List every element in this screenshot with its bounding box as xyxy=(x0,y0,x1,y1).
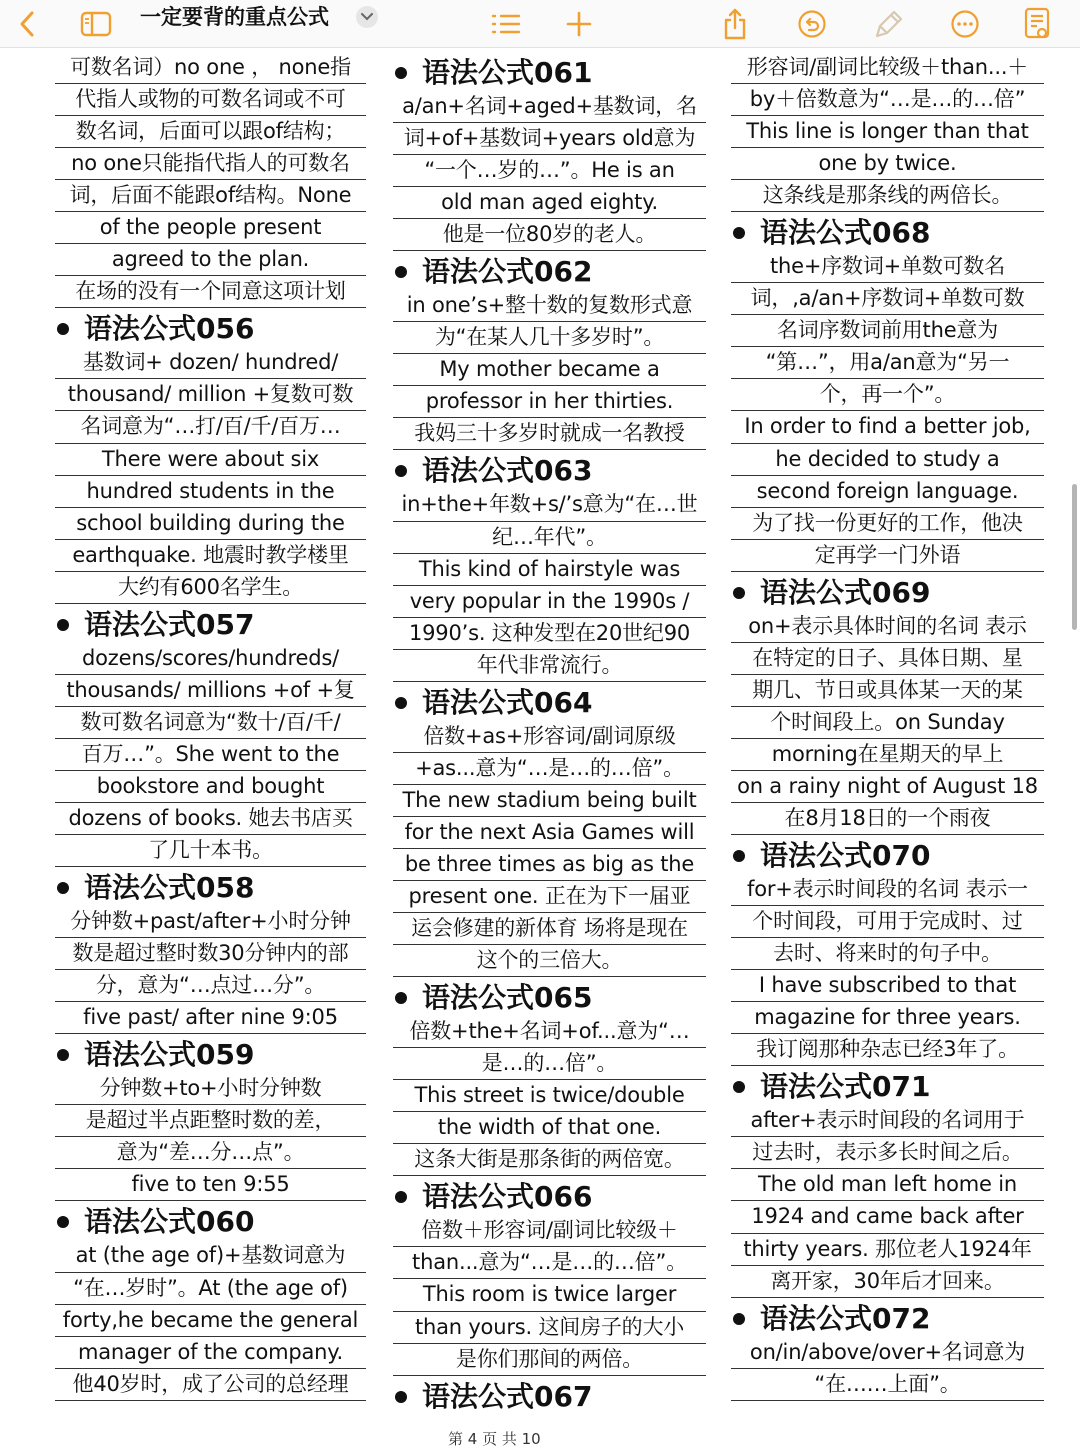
text-line: 词，,a/an+序数词+单数可数 xyxy=(731,283,1044,315)
section-heading xyxy=(731,212,1044,251)
text-line: manager of the company. xyxy=(55,1337,366,1369)
scrollbar[interactable] xyxy=(1072,484,1077,630)
section-heading-text: 语法公式061 xyxy=(422,56,593,89)
bullet-icon xyxy=(733,1081,745,1093)
text-line: in+the+年数+s/’s意为“在…世 xyxy=(393,489,706,521)
list-button[interactable] xyxy=(489,0,523,48)
bullet-icon xyxy=(395,1391,407,1403)
text-line: 期几、节日或具体某一天的某 xyxy=(731,675,1044,707)
text-line: 数是超过整时数30分钟内的部 xyxy=(55,938,366,970)
text-line: on/in/above/over+名词意为 xyxy=(731,1337,1044,1369)
section-heading-text: 语法公式056 xyxy=(84,312,255,346)
section-heading-text: 语法公式058 xyxy=(84,871,255,905)
text-line: 数可数名词意为“数十/百/千/ xyxy=(55,707,366,739)
text-line: 离开家，30年后才回来。 xyxy=(731,1266,1044,1298)
text-line: This line is longer than that xyxy=(731,116,1044,148)
undo-icon xyxy=(797,9,827,39)
text-line: five past/ after nine 9:05 xyxy=(55,1002,366,1034)
text-line: “在…岁时”。At (the age of) xyxy=(55,1273,366,1305)
section-heading xyxy=(731,1298,1044,1337)
text-line: 词+of+基数词+years old意为 xyxy=(393,123,706,155)
text-line: 我订阅那种杂志已经3年了。 xyxy=(731,1034,1044,1066)
section-heading xyxy=(731,835,1044,874)
section-heading xyxy=(55,1201,366,1240)
text-line: hundred students in the xyxy=(55,476,366,508)
bullet-icon xyxy=(395,992,407,1004)
text-line: 是超过半点距整时数的差， xyxy=(55,1105,366,1137)
text-line: 1990’s. 这种发型在20世纪90 xyxy=(393,618,706,650)
text-line: 个，再一个”。 xyxy=(731,379,1044,411)
text-line: 在特定的日子、具体日期、星 xyxy=(731,643,1044,675)
share-icon xyxy=(722,8,748,40)
text-line: This street is twice/double xyxy=(393,1080,706,1112)
section-heading xyxy=(393,682,706,721)
text-line: on+表示具体时间的名词 表示 xyxy=(731,611,1044,643)
text-line: 定再学一门外语 xyxy=(731,540,1044,572)
page-indicator: 第 4 页 共 10 xyxy=(448,1430,541,1448)
text-line: thirty years. 那位老人1924年 xyxy=(731,1234,1044,1266)
text-line: 倍数+as+形容词/副词原级 xyxy=(393,721,706,753)
text-line: 运会修建的新体育 场将是现在 xyxy=(393,913,706,945)
text-line: dozens/scores/hundreds/ xyxy=(55,643,366,675)
text-line: 1924 and came back after xyxy=(731,1201,1044,1233)
section-heading xyxy=(55,308,366,347)
text-line: 他是一位80岁的老人。 xyxy=(393,219,706,251)
section-heading-text: 语法公式069 xyxy=(760,575,931,609)
section-heading xyxy=(731,1066,1044,1105)
text-line: 他40岁时，成了公司的总经理 xyxy=(55,1369,366,1401)
section-heading-text: 语法公式059 xyxy=(84,1038,255,1072)
text-line: This kind of hairstyle was xyxy=(393,554,706,586)
section-heading-text: 语法公式070 xyxy=(760,839,931,873)
text-line: the width of that one. xyxy=(393,1112,706,1144)
text-line: present one. 正在为下一届亚 xyxy=(393,881,706,913)
list-icon xyxy=(491,12,521,36)
text-line: bookstore and bought xyxy=(55,771,366,803)
text-line: morning在星期天的早上 xyxy=(731,739,1044,771)
text-line: 我妈三十多岁时就成一名教授 xyxy=(393,418,706,450)
column-1 xyxy=(55,52,366,1401)
text-line: second foreign language. xyxy=(731,476,1044,508)
section-heading-text: 语法公式057 xyxy=(84,607,255,641)
text-line: 数名词，后面可以跟of结构； xyxy=(55,116,366,148)
section-heading-text: 语法公式067 xyxy=(422,1379,593,1413)
text-line: in one’s+整十数的复数形式意 xyxy=(393,290,706,322)
text-line: 过去时，表示多长时间之后。 xyxy=(731,1137,1044,1169)
text-line: professor in her thirties. xyxy=(393,386,706,418)
text-line: on a rainy night of August 18 xyxy=(731,771,1044,803)
text-line: There were about six xyxy=(55,444,366,476)
bullet-icon xyxy=(57,882,69,894)
text-line: dozens of books. 她去书店买 xyxy=(55,803,366,835)
add-button[interactable] xyxy=(562,0,596,48)
text-line: old man aged eighty. xyxy=(393,187,706,219)
text-line: “第…”，用a/an意为“另一 xyxy=(731,347,1044,379)
text-line: thousands/ millions +of +复 xyxy=(55,675,366,707)
text-line: 在场的没有一个同意这项计划 xyxy=(55,276,366,308)
text-line: 分钟数+past/after+小时分钟 xyxy=(55,906,366,938)
section-heading-text: 语法公式071 xyxy=(760,1070,931,1104)
bullet-icon xyxy=(733,587,745,599)
bullet-icon xyxy=(57,619,69,631)
text-line: 这条线是那条线的两倍长。 xyxy=(731,180,1044,212)
text-line: the+序数词+单数可数名 xyxy=(731,251,1044,283)
undo-button[interactable] xyxy=(794,0,830,48)
bullet-icon xyxy=(733,1313,745,1325)
bullet-icon xyxy=(57,1216,69,1228)
section-heading-text: 语法公式060 xyxy=(84,1205,255,1239)
column-2 xyxy=(393,52,706,1415)
bullet-icon xyxy=(395,67,407,79)
text-line: 年代非常流行。 xyxy=(393,650,706,682)
section-heading xyxy=(731,572,1044,611)
markup-button[interactable] xyxy=(872,0,906,48)
section-heading-text: 语法公式068 xyxy=(760,216,931,250)
text-line: My mother became a xyxy=(393,354,706,386)
text-line: 大约有600名学生。 xyxy=(55,572,366,604)
section-heading xyxy=(393,977,706,1016)
section-heading xyxy=(393,450,706,489)
text-line: 分钟数+to+小时分钟数 xyxy=(55,1073,366,1105)
text-line: than...意为“…是…的…倍”。 xyxy=(393,1247,706,1279)
section-heading xyxy=(393,52,706,91)
text-line: 倍数＋形容词/副词比较级＋ xyxy=(393,1215,706,1247)
column-3 xyxy=(731,52,1044,1401)
pen-icon xyxy=(874,9,904,39)
text-line: 倍数+the+名词+of...意为“… xyxy=(393,1016,706,1048)
text-line: 在8月18日的一个雨夜 xyxy=(731,803,1044,835)
bullet-icon xyxy=(57,1049,69,1061)
section-heading-text: 语法公式063 xyxy=(422,454,593,488)
more-button[interactable] xyxy=(947,0,983,48)
text-line: magazine for three years. xyxy=(731,1002,1044,1034)
section-heading xyxy=(55,867,366,906)
text-line: 基数词+ dozen/ hundred/ xyxy=(55,347,366,379)
text-line: for+表示时间段的名词 表示一 xyxy=(731,874,1044,906)
text-line: 是你们那间的两倍。 xyxy=(393,1344,706,1376)
text-line: five to ten 9:55 xyxy=(55,1169,366,1201)
sidebar-button[interactable] xyxy=(79,0,113,48)
bullet-icon xyxy=(733,227,745,239)
text-line: agreed to the plan. xyxy=(55,244,366,276)
toolbar xyxy=(0,0,1080,48)
text-line: 百万…”。She went to the xyxy=(55,739,366,771)
text-line: at (the age of)+基数词意为 xyxy=(55,1240,366,1272)
text-line: “在……上面”。 xyxy=(731,1369,1044,1401)
section-heading xyxy=(55,604,366,643)
text-line: 为了找一份更好的工作，他决 xyxy=(731,508,1044,540)
text-line: one by twice. xyxy=(731,148,1044,180)
text-line: The old man left home in xyxy=(731,1169,1044,1201)
text-line: a/an+名词+aged+基数词，名 xyxy=(393,91,706,123)
text-line: 词，后面不能跟of结构。None xyxy=(55,180,366,212)
title-menu-button[interactable] xyxy=(356,6,378,28)
bullet-icon xyxy=(57,323,69,335)
text-line: no one只能指代指人的可数名 xyxy=(55,148,366,180)
text-line: The new stadium being built xyxy=(393,785,706,817)
section-heading xyxy=(393,251,706,290)
text-line: by＋倍数意为“…是…的…倍” xyxy=(731,84,1044,116)
notes-button[interactable] xyxy=(1022,0,1052,48)
text-line: 这个的三倍大。 xyxy=(393,945,706,977)
text-line: than yours. 这间房子的大小 xyxy=(393,1312,706,1344)
bullet-icon xyxy=(395,266,407,278)
text-line: I have subscribed to that xyxy=(731,970,1044,1002)
text-line: 名词序数词前用the意为 xyxy=(731,315,1044,347)
text-line: earthquake. 地震时教学楼里 xyxy=(55,540,366,572)
text-line: 为“在某人几十多岁时”。 xyxy=(393,322,706,354)
document-title[interactable]: 一定要背的重点公式 xyxy=(140,5,329,29)
text-line: 分，意为“…点过…分”。 xyxy=(55,970,366,1002)
text-line: 是…的…倍”。 xyxy=(393,1048,706,1080)
section-heading xyxy=(393,1376,706,1415)
share-button[interactable] xyxy=(718,0,752,48)
text-line: 这条大街是那条街的两倍宽。 xyxy=(393,1144,706,1176)
text-line: 可数名词）no one ， none指 xyxy=(55,52,366,84)
notes-icon xyxy=(1024,7,1050,41)
text-line: In order to find a better job, xyxy=(731,411,1044,443)
text-line: for the next Asia Games will xyxy=(393,817,706,849)
add-icon xyxy=(566,11,592,37)
text-line: 名词意为“…打/百/千/百万… xyxy=(55,411,366,443)
bullet-icon xyxy=(395,1191,407,1203)
text-line: 了几十本书。 xyxy=(55,835,366,867)
text-line: be three times as big as the xyxy=(393,849,706,881)
text-line: thousand/ million +复数可数 xyxy=(55,379,366,411)
text-line: 形容词/副词比较级＋than...＋ xyxy=(731,52,1044,84)
section-heading xyxy=(393,1176,706,1215)
text-line: after+表示时间段的名词用于 xyxy=(731,1105,1044,1137)
more-icon xyxy=(950,9,980,39)
back-chevron-icon xyxy=(18,10,36,38)
section-heading-text: 语法公式062 xyxy=(422,255,593,289)
section-heading-text: 语法公式064 xyxy=(422,685,593,719)
section-heading xyxy=(55,1034,366,1073)
text-line: 意为“差…分…点”。 xyxy=(55,1137,366,1169)
section-heading-text: 语法公式072 xyxy=(760,1301,931,1335)
bullet-icon xyxy=(395,465,407,477)
text-line: +as...意为“…是…的…倍”。 xyxy=(393,753,706,785)
text-line: very popular in the 1990s / xyxy=(393,586,706,618)
back-button[interactable] xyxy=(10,0,44,48)
text-line: school building during the xyxy=(55,508,366,540)
section-heading-text: 语法公式065 xyxy=(422,981,593,1015)
text-line: “一个…岁的…”。He is an xyxy=(393,155,706,187)
text-line: forty,he became the general xyxy=(55,1305,366,1337)
text-line: he decided to study a xyxy=(731,444,1044,476)
text-line: of the people present xyxy=(55,212,366,244)
text-line: This room is twice larger xyxy=(393,1279,706,1311)
chevron-down-icon xyxy=(361,13,373,21)
text-line: 个时间段，可用于完成时、过 xyxy=(731,906,1044,938)
text-line: 代指人或物的可数名词或不可 xyxy=(55,84,366,116)
section-heading-text: 语法公式066 xyxy=(422,1180,593,1214)
sidebar-icon xyxy=(80,11,112,37)
bullet-icon xyxy=(395,697,407,709)
text-line: 去时、将来时的句子中。 xyxy=(731,938,1044,970)
bullet-icon xyxy=(733,850,745,862)
text-line: 纪…年代”。 xyxy=(393,522,706,554)
text-line: 个时间段上。on Sunday xyxy=(731,707,1044,739)
